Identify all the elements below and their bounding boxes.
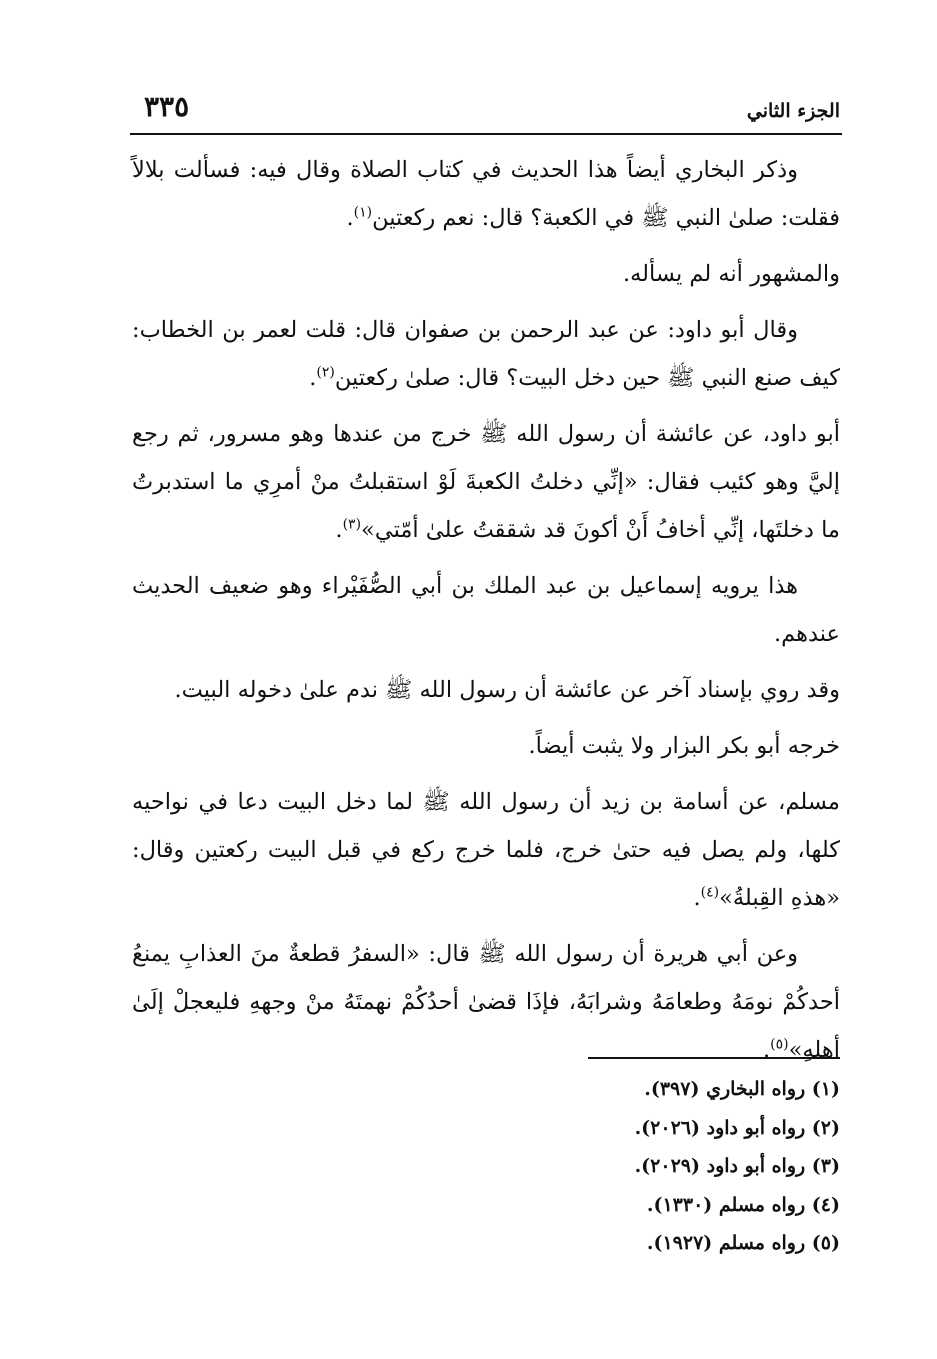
paragraph: [132, 410, 840, 554]
paragraph: [132, 562, 840, 658]
paragraph-end: .: [762, 1037, 771, 1063]
paragraph-text: مسلم، عن أسامة بن زيد أن رسول الله ﷺ لما دخل البيت دعا في نواحيه كلها، ولم يصل فيه حتىٰ خرج، فلما خرج ركع في قبل البيت ركعتين وقال: «هذهِ القِبلةُ»: [132, 789, 840, 911]
paragraph-text: والمشهور أنه لم يسأله.: [622, 261, 840, 287]
paragraph-end: .: [309, 365, 317, 391]
footnotes: [400, 1070, 840, 1263]
page-number: ٣٣٥: [144, 90, 190, 123]
main-text: [132, 146, 840, 1082]
paragraph-end: .: [335, 517, 343, 543]
paragraph-text: وقال أبو داود: عن عبد الرحمن بن صفوان قال: قلت لعمر بن الخطاب: كيف صنع النبي ﷺ حين دخل البيت؟ قال: صلىٰ ركعتين: [132, 317, 840, 391]
paragraph-text: خرجه أبو بكر البزار ولا يثبت أيضاً.: [528, 733, 840, 759]
header-rule: [130, 133, 842, 135]
footnote-item: (٣) رواه أبو داود (٢٠٢٩).: [634, 1155, 840, 1177]
paragraph: [132, 250, 840, 298]
running-title: الجزء الثاني: [746, 100, 840, 122]
paragraph: [132, 722, 840, 770]
footnote-item: (٥) رواه مسلم (١٩٢٧).: [646, 1232, 840, 1254]
footnote-marker: (١): [353, 204, 373, 221]
paragraph-text: وقد روي بإسناد آخر عن عائشة أن رسول الله ﷺ ندم علىٰ دخوله البيت.: [174, 677, 840, 703]
paragraph: [132, 666, 840, 714]
paragraph-text: أبو داود، عن عائشة أن رسول الله ﷺ خرج من عندها وهو مسرور، ثم رجع إليَّ وهو كئيب فقال: «إنِّي دخلتُ الكعبةَ لَوْ استقبلتُ منْ أمرِي ما استدبرتُ ما دخلتَها، إنِّي أخافُ أَنْ أكونَ قد شققتُ علىٰ أمّتي»: [132, 421, 840, 543]
page-header: [130, 88, 842, 128]
footnote-marker: (٥): [770, 1036, 789, 1053]
paragraph-end: .: [346, 205, 354, 231]
footnote-item: (١) رواه البخاري (٣٩٧).: [644, 1078, 840, 1100]
paragraph-text: وذكر البخاري أيضاً هذا الحديث في كتاب الصلاة وقال فيه: فسألت بلالاً فقلت: صلىٰ النبي ﷺ في الكعبة؟ قال: نعم ركعتين: [132, 157, 840, 231]
paragraph: [132, 306, 840, 402]
footnote-item: (٤) رواه مسلم (١٣٣٠).: [646, 1193, 840, 1216]
footnote-item: (٢) رواه أبو داود (٢٠٢٦).: [634, 1116, 840, 1139]
paragraph: [132, 146, 840, 242]
footnote-rule: [588, 1057, 840, 1059]
paragraph: [132, 930, 840, 1074]
paragraph-end: .: [693, 885, 701, 911]
footnote-marker: (٢): [316, 364, 335, 381]
footnote-marker: (٤): [700, 884, 720, 901]
footnote-marker: (٣): [342, 516, 362, 533]
paragraph-text: هذا يرويه إسماعيل بن عبد الملك بن أبي الصُّفَيْراء وهو ضعيف الحديث عندهم.: [132, 573, 840, 647]
paragraph-text: وعن أبي هريرة أن رسول الله ﷺ قال: «السفرُ قطعةٌ منَ العذابِ يمنعُ أحدكُمْ نومَهُ وطعامَهُ وشرابَهُ، فإذَا قضىٰ أحدُكُمْ نهمتَهُ منْ وجههِ فليعجلْ إلَىٰ أهلهِ»: [132, 941, 840, 1063]
paragraph: [132, 778, 840, 922]
